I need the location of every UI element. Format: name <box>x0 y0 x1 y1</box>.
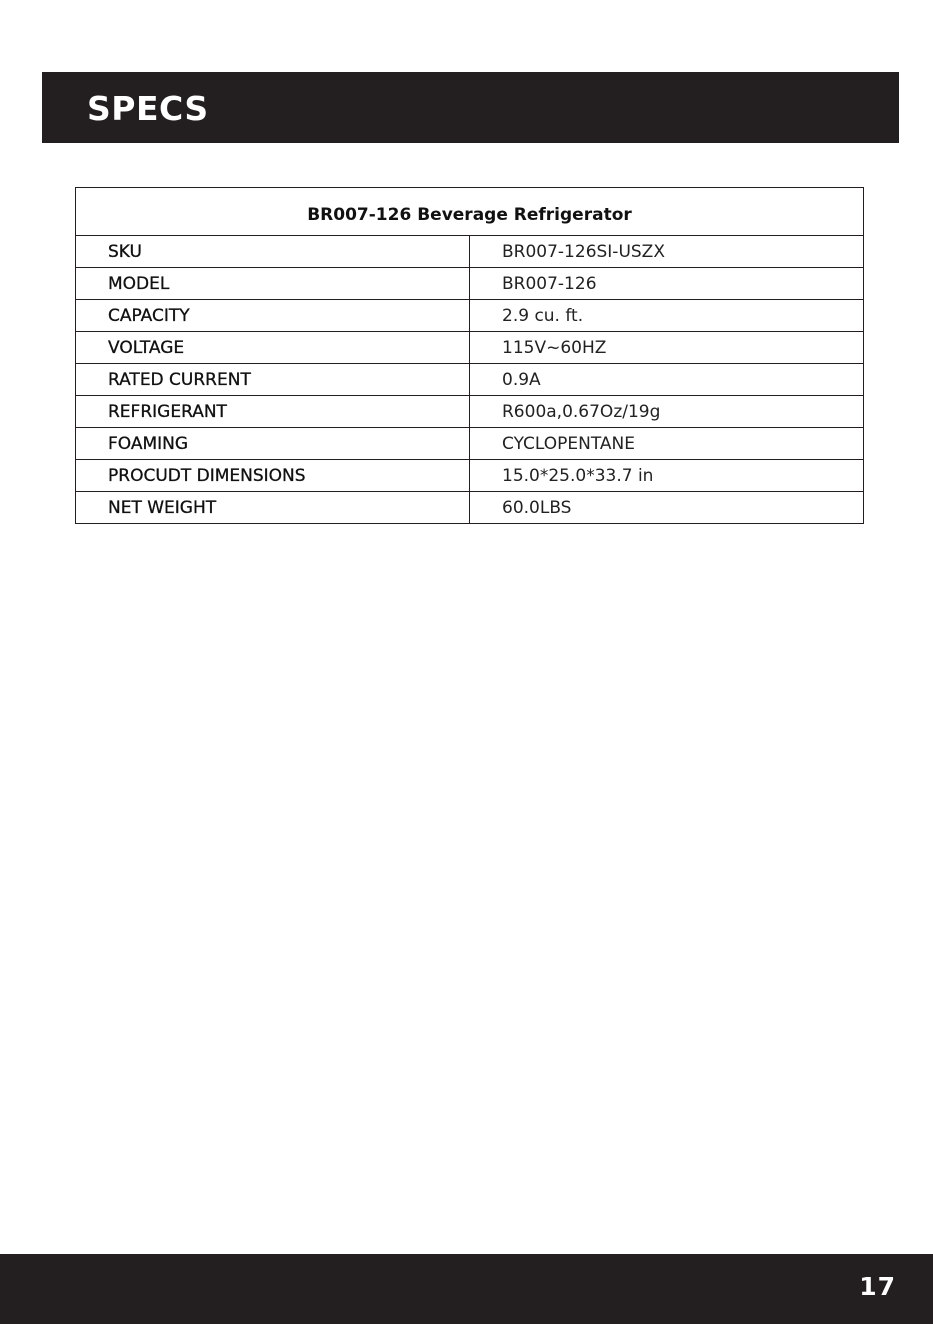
page-number: 17 <box>859 1272 896 1301</box>
spec-value-foaming: CYCLOPENTANE <box>470 428 864 460</box>
spec-label-sku: SKU <box>76 236 470 268</box>
spec-label-capacity: CAPACITY <box>76 300 470 332</box>
table-row <box>76 396 864 428</box>
spec-label-model: MODEL <box>76 268 470 300</box>
table-row <box>76 364 864 396</box>
table-row <box>76 236 864 268</box>
table-row <box>76 492 864 524</box>
table-title: BR007-126 Beverage Refrigerator <box>76 188 864 236</box>
table-title-row <box>76 188 864 236</box>
spec-value-model: BR007-126 <box>470 268 864 300</box>
table-row <box>76 332 864 364</box>
spec-label-net-weight: NET WEIGHT <box>76 492 470 524</box>
spec-value-voltage: 115V~60HZ <box>470 332 864 364</box>
spec-label-voltage: VOLTAGE <box>76 332 470 364</box>
spec-value-dimensions: 15.0*25.0*33.7 in <box>470 460 864 492</box>
spec-value-net-weight: 60.0LBS <box>470 492 864 524</box>
table-row <box>76 300 864 332</box>
spec-label-foaming: FOAMING <box>76 428 470 460</box>
spec-value-sku: BR007-126SI-USZX <box>470 236 864 268</box>
spec-value-refrigerant: R600a,0.67Oz/19g <box>470 396 864 428</box>
table-row <box>76 428 864 460</box>
spec-value-rated-current: 0.9A <box>470 364 864 396</box>
spec-value-capacity: 2.9 cu. ft. <box>470 300 864 332</box>
spec-label-dimensions: PROCUDT DIMENSIONS <box>76 460 470 492</box>
specs-table <box>75 187 864 524</box>
page-title: SPECS <box>87 89 209 128</box>
table-row <box>76 460 864 492</box>
header-bar <box>42 72 899 143</box>
table-row <box>76 268 864 300</box>
footer-bar <box>0 1254 933 1324</box>
spec-label-rated-current: RATED CURRENT <box>76 364 470 396</box>
spec-label-refrigerant: REFRIGERANT <box>76 396 470 428</box>
